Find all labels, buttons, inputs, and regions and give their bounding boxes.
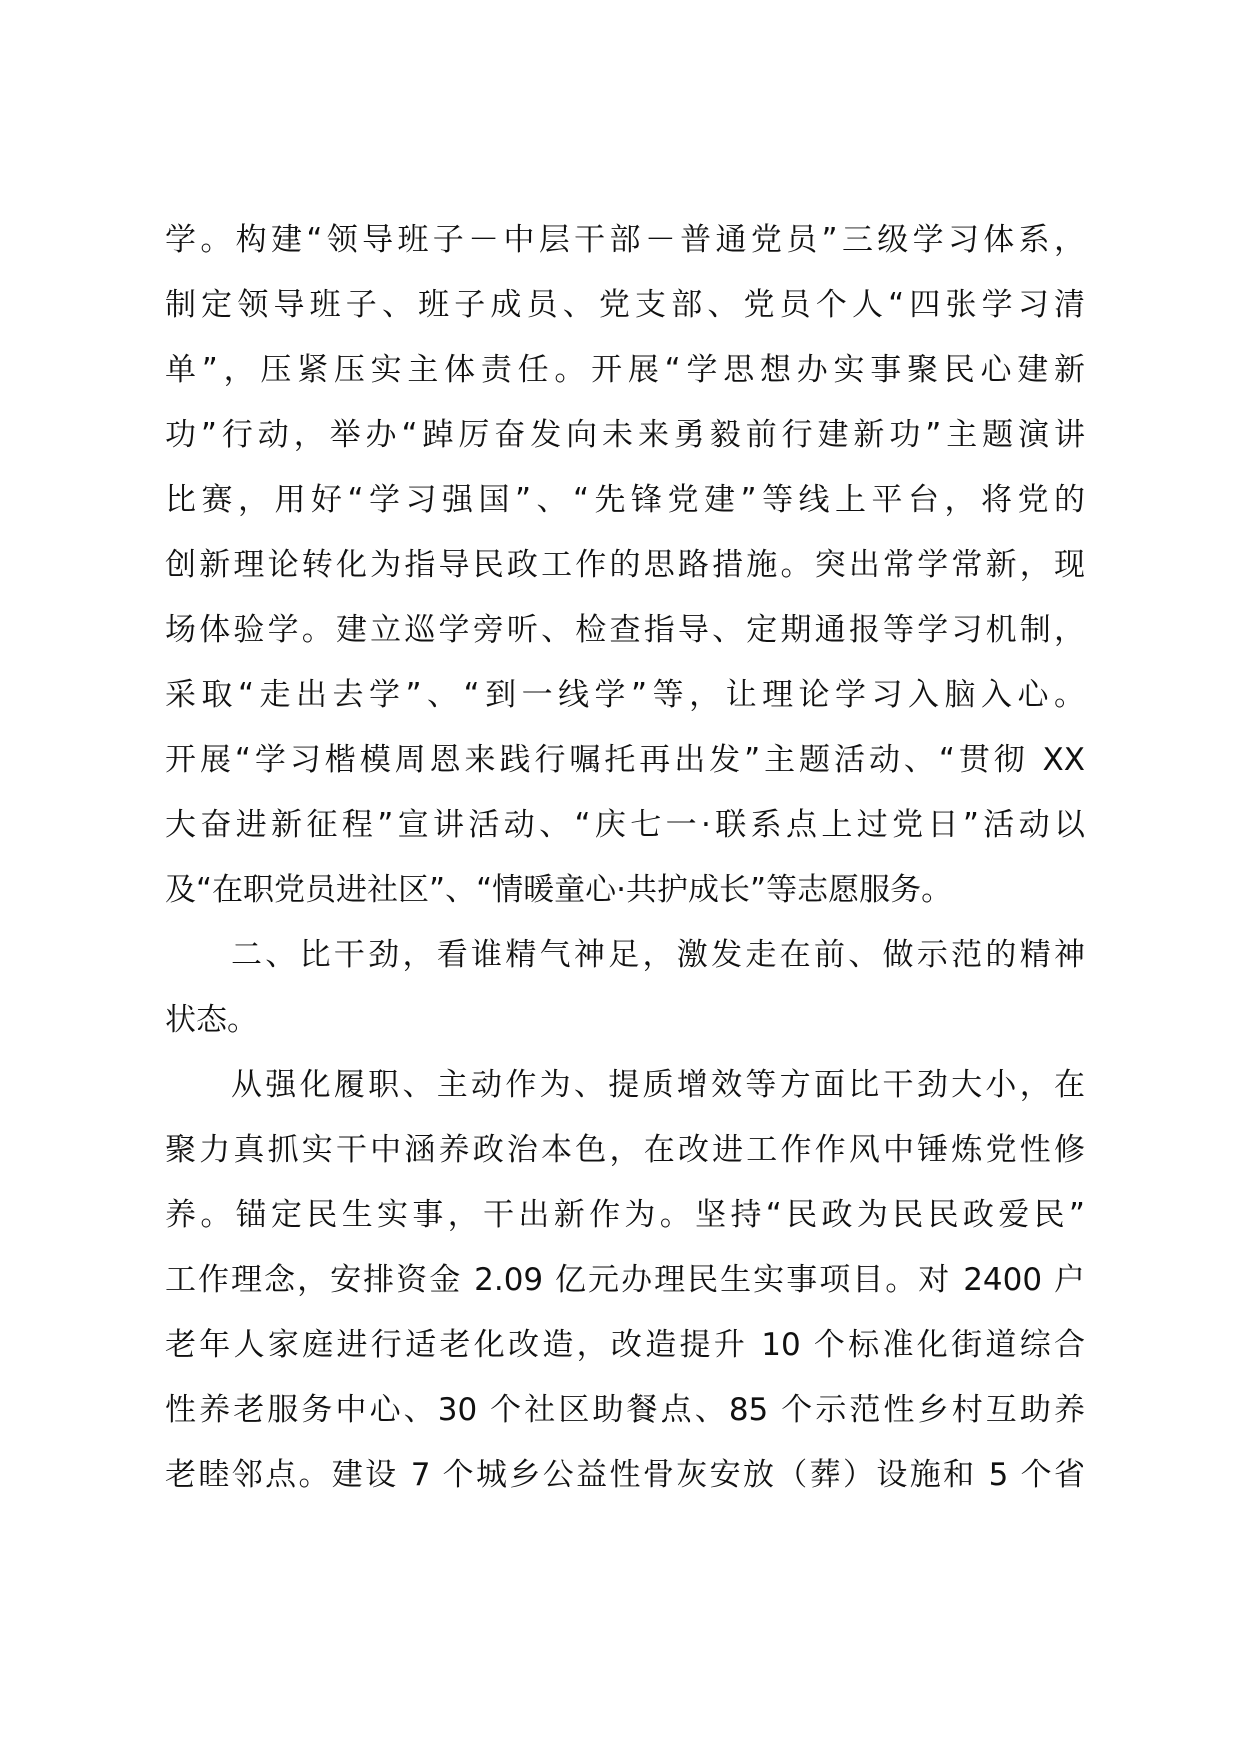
text-line: 老年人家庭进行适老化改造，改造提升 10 个标准化街道综合 (165, 1327, 1085, 1363)
text-line: 单”，压紧压实主体责任。开展“学思想办实事聚民心建新 (165, 352, 1085, 388)
text-line: 从强化履职、主动作为、提质增效等方面比干劲大小，在 (231, 1067, 1085, 1103)
section-heading-2 (165, 923, 1085, 1053)
text-line: 开展“学习楷模周恩来践行嘱托再出发”主题活动、“贯彻 XX (165, 742, 1085, 778)
text-line: 聚力真抓实干中涵养政治本色，在改进工作作风中锤炼党性修 (165, 1132, 1085, 1168)
text-line: 及“在职党员进社区”、“情暖童心·共护成长”等志愿服务。 (165, 872, 953, 908)
text-line: 创新理论转化为指导民政工作的思路措施。突出常学常新，现 (165, 547, 1085, 583)
text-line: 场体验学。建立巡学旁听、检查指导、定期通报等学习机制， (165, 612, 1085, 648)
text-line: 性养老服务中心、30 个社区助餐点、85 个示范性乡村互助养 (165, 1392, 1085, 1428)
text-line: 老睦邻点。建设 7 个城乡公益性骨灰安放（葬）设施和 5 个省 (165, 1457, 1085, 1493)
paragraph-work-effort (165, 1053, 1085, 1508)
document-body (165, 208, 1085, 1508)
text-line: 比赛，用好“学习强国”、“先锋党建”等线上平台，将党的 (165, 482, 1085, 518)
text-line: 采取“走出去学”、“到一线学”等，让理论学习入脑入心。 (165, 677, 1085, 713)
text-line: 养。锚定民生实事，干出新作为。坚持“民政为民民政爱民” (165, 1197, 1085, 1233)
section-heading-line: 二、比干劲，看谁精气神足，激发走在前、做示范的精神 (231, 937, 1085, 973)
paragraph-learning-system (165, 208, 1085, 923)
text-line: 学。构建“领导班子－中层干部－普通党员”三级学习体系， (165, 222, 1085, 258)
text-line: 功”行动，举办“踔厉奋发向未来勇毅前行建新功”主题演讲 (165, 417, 1085, 453)
section-heading-line: 状态。 (165, 1002, 258, 1038)
text-line: 工作理念，安排资金 2.09 亿元办理民生实事项目。对 2400 户 (165, 1262, 1085, 1298)
text-line: 大奋进新征程”宣讲活动、“庆七一·联系点上过党日”活动以 (165, 807, 1085, 843)
text-line: 制定领导班子、班子成员、党支部、党员个人“四张学习清 (165, 287, 1085, 323)
